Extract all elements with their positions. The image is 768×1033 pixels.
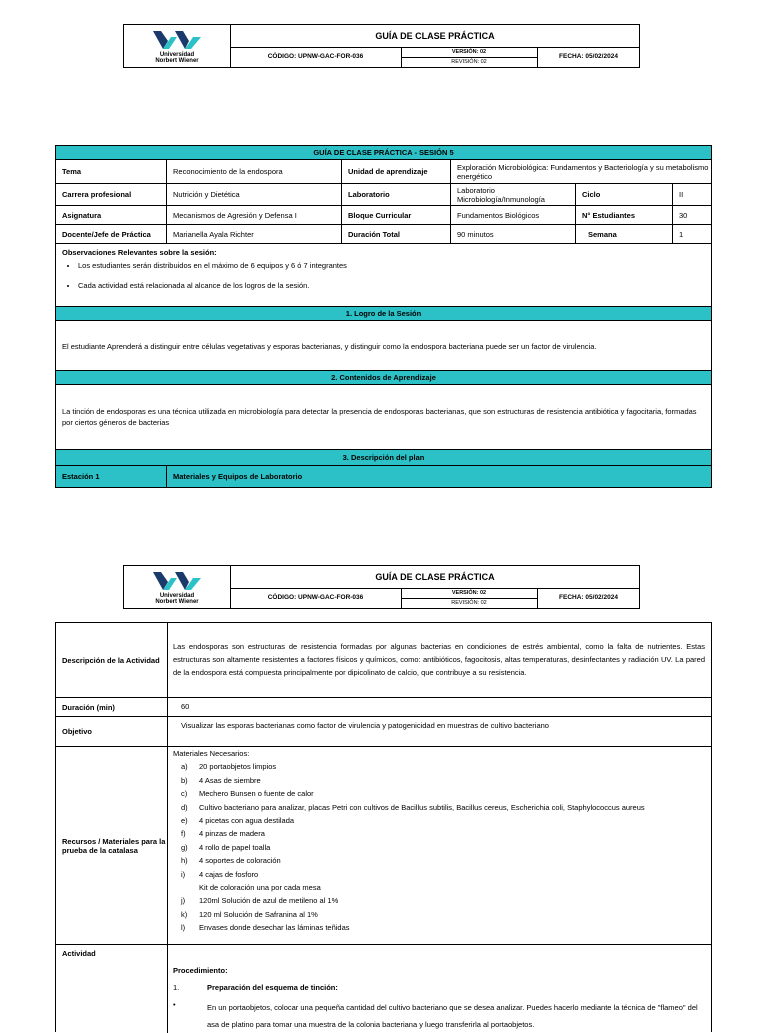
actividad-label-cell [56,945,168,1033]
header-revision: REVISIÓN: 02 [401,57,538,67]
asignatura-label: Asignatura [56,206,167,224]
material-item: d) Cultivo bacteriano para analizar, placas Petri con cultivos de Bacillus subtilis, Bacillus cereus, Escherichia coli, Staphylococcus aureus [181,802,645,812]
document-header [123,24,640,68]
descripcion-text: Las endosporas son estructuras de resistencia formadas por algunas bacterias en condiciones de estrés ambiental, como la falta de nutrientes. Estas estructuras son altamente resistentes a factores físicos y químicos, como: antibióticos, fagocitosis, altas temperaturas, desinfectantes y radiación UV. La pared de la endospora está compuesta principalmente por dipicolinato de calcio, que contribuye a su resistencia. [173,642,705,677]
actividad-label: Actividad [62,949,96,958]
material-item: i) 4 cajas de fosforo [181,869,259,879]
observacion-item: • Los estudiantes serán distribuidos en el máximo de 6 equipos y 6 ó 7 integrantes [78,260,708,271]
plan-banner: 3. Descripción del plan [56,450,711,466]
objetivo-value: Visualizar las esporas bacterianas como factor de virulencia y patogenicidad en muestras de cultivo bacteriano [181,721,549,730]
carrera-label: Carrera profesional [56,184,167,205]
bloque-value: Fundamentos Biológicos [451,206,576,224]
material-item: e) 4 picetas con agua destilada [181,816,295,826]
duracion-total-label: Duración Total [342,225,451,243]
estudiantes-label: N° Estudiantes [576,206,673,224]
objetivo-label: Objetivo [56,717,168,746]
unidad-label: Unidad de aprendizaje [342,160,451,183]
materiales-list [173,760,708,934]
observaciones-title: Observaciones Relevantes sobre la sesión: [62,248,217,257]
semana-value: 1 [679,229,684,239]
header-title: GUÍA DE CLASE PRÁCTICA [230,25,640,48]
contenidos-block [56,385,711,450]
objetivo-row [56,717,711,747]
material-item: c) Mechero Bunsen o fuente de calor [181,789,314,799]
contenidos-banner: 2. Contenidos de Aprendizaje [56,371,711,385]
docente-label: Docente/Jefe de Práctica [56,225,167,243]
duracion-label: Duración (min) [56,698,168,716]
estacion-label: Estación 1 [56,466,167,487]
duracion-row [56,698,711,717]
bloque-label: Bloque Curricular [342,206,451,224]
laboratorio-value: Laboratorio Microbiología/Inmunología [451,184,576,205]
logo-mark-icon [151,570,203,592]
step1-title: Preparación del esquema de tinción: [207,983,338,992]
row-docente [56,225,711,244]
procedimiento-label: Procedimiento: [173,966,228,975]
contenidos-text: La tinción de endosporas es una técnica utilizada en microbiología para detectar la presencia de endosporas bacterianas, que son estructuras de resistencia antibiótica y fagocitaria, formadas por ciertos géneros de bacterias [62,407,697,427]
material-item: a) 20 portaobjetos limpios [181,762,277,772]
descripcion-label: Descripción de la Actividad [56,623,168,697]
asignatura-value: Mecanismos de Agresión y Defensa I [167,206,342,224]
material-item: Kit de coloración una por cada mesa [199,883,321,893]
duracion-value: 60 [181,702,190,711]
university-name-line2: Norbert Wiener [155,58,199,64]
materiales-title: Materiales Necesarios: [173,749,250,758]
observacion-item: • Cada actividad está relacionada al alcance de los logros de la sesión. [78,280,708,291]
material-item: k) 120 ml Solución de Safranina al 1% [181,909,318,919]
semana-label: Semana [576,225,673,243]
session-banner: GUÍA DE CLASE PRÁCTICA - SESIÓN 5 [56,146,711,160]
logro-banner: 1. Logro de la Sesión [56,307,711,321]
step1-bullet: • [173,1000,176,1009]
recursos-label: Recursos / Materiales para la prueba de la catalasa [56,747,168,944]
logro-text: El estudiante Aprenderá a distinguir entre células vegetativas y esporas bacterianas, y distinguir como la endospora bacteriana puede ser un factor de virulencia. [62,342,597,351]
ciclo-value: II [679,190,684,199]
document-header [123,565,640,609]
estacion-row [56,466,711,487]
activity-table [55,622,712,1032]
header-codigo: CÓDIGO: UPNW-GAC-FOR-036 [230,588,402,608]
logo-mark-icon [151,29,203,51]
header-codigo: CÓDIGO: UPNW-GAC-FOR-036 [230,47,402,67]
university-name-line1: Universidad [159,52,195,58]
duracion-total-value: 90 minutos [451,225,576,243]
session-table [55,145,712,488]
material-item: l) Envases donde desechar las láminas teñidas [181,923,350,933]
step1-text: En un portaobjetos, colocar una pequeña cantidad del cultivo bacteriano que se desea analizar. Puedes hacerlo mediante la técnica de "flameo" del asa de platino para tomar una muestra de la colonia bacteriana y luego transferirla al portaobjetos. [207,1003,698,1029]
ciclo-label: Ciclo [576,184,673,205]
carrera-value: Nutrición y Dietética [167,184,342,205]
estudiantes-value: 30 [679,210,688,220]
university-name-line1: Universidad [159,593,195,599]
step1-number: 1. [173,983,180,992]
tema-label: Tema [56,160,167,183]
descripcion-row [56,623,711,698]
material-item: h) 4 soportes de coloración [181,856,281,866]
logro-block [56,321,711,371]
university-logo [124,566,231,608]
laboratorio-label: Laboratorio [342,184,451,205]
tema-value: Reconocimiento de la endospora [167,160,342,183]
material-item: j) 120ml Solución de azul de metileno al 1% [181,896,339,906]
header-version: VERSIÓN: 02 [401,588,538,599]
row-carrera [56,184,711,206]
recursos-row [56,747,711,945]
university-logo [124,25,231,67]
materiales-block [173,747,708,935]
university-name-line2: Norbert Wiener [155,599,199,605]
docente-value: Marianella Ayala Richter [167,225,342,243]
observaciones-block [56,244,711,307]
header-fecha: FECHA: 05/02/2024 [559,53,618,60]
header-revision: REVISIÓN: 02 [401,598,538,608]
actividad-row [56,945,711,1033]
header-title: GUÍA DE CLASE PRÁCTICA [230,566,640,589]
material-item: f) 4 pinzas de madera [181,829,265,839]
observaciones-list [62,260,708,291]
estacion-value: Materiales y Equipos de Laboratorio [173,472,303,481]
unidad-value: Exploración Microbiológica: Fundamentos y Bacteriología y su metabolismo energético [457,162,709,181]
header-version: VERSIÓN: 02 [401,47,538,58]
material-item: b) 4 Asas de siembre [181,775,261,785]
material-item: g) 4 rollo de papel toalla [181,842,271,852]
row-tema [56,160,711,184]
row-asignatura [56,206,711,225]
header-fecha: FECHA: 05/02/2024 [559,594,618,601]
